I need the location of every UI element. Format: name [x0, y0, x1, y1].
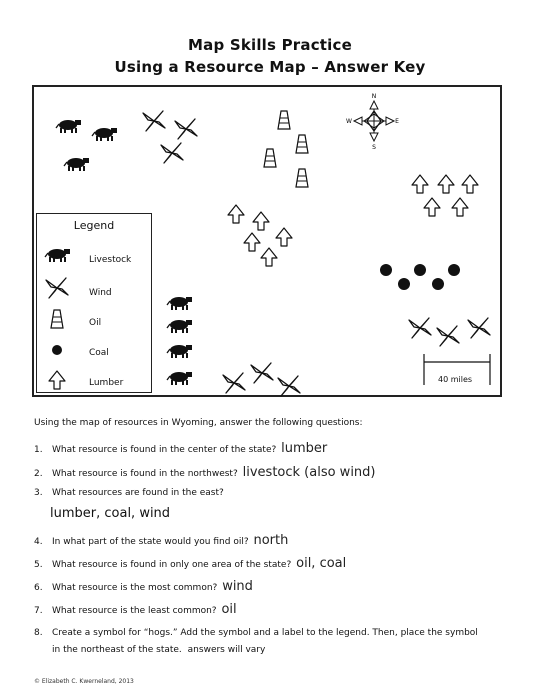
answer-6: wind: [222, 579, 253, 594]
answer-3: lumber, coal, wind: [50, 506, 171, 521]
windmill-icon: [46, 278, 68, 298]
cow-icon: [45, 249, 70, 262]
legend-label-oil: Oil: [89, 318, 102, 328]
copyright-footer: © Elizabeth C. Kwerneland, 2013: [34, 678, 134, 685]
tree-icon: [276, 228, 292, 246]
cow-icon: [167, 372, 192, 385]
oil-derrick-icon: [51, 310, 63, 328]
coal-dot-icon: [414, 264, 426, 276]
question-1: 1. What resource is found in the center of the state? lumber: [34, 441, 328, 456]
legend-label-livestock: Livestock: [89, 255, 132, 265]
worksheet-title: Map Skills Practice: [188, 36, 352, 54]
tree-icon: [228, 205, 244, 223]
question-2: 2. What resource is found in the northwest? livestock (also wind): [34, 465, 376, 480]
question-6: 6. What resource is the most common? wind: [34, 579, 253, 594]
answer-1: lumber: [281, 441, 328, 456]
tree-icon: [253, 212, 269, 230]
windmill-icon: [175, 119, 197, 139]
tree-icon: [261, 248, 277, 266]
compass-w: W: [346, 118, 352, 125]
windmill-icon: [251, 363, 273, 383]
question-4: 4. In what part of the state would you find oil? north: [34, 533, 289, 548]
cow-icon: [167, 320, 192, 333]
windmill-icon: [468, 318, 490, 338]
tree-icon: [438, 175, 454, 193]
oil-derrick-icon: [278, 111, 290, 129]
answer-4: north: [253, 533, 289, 548]
question-5: 5. What resource is found in only one area of the state? oil, coal: [34, 556, 347, 571]
oil-derrick-icon: [264, 149, 276, 167]
question-8-continued: in the northeast of the state. answers will vary: [52, 645, 266, 655]
windmill-icon: [278, 376, 300, 396]
coal-dot-icon: [432, 278, 444, 290]
windmill-icon: [223, 373, 245, 393]
legend-symbols: [37, 214, 153, 394]
tree-icon: [49, 371, 65, 389]
answer-7: oil: [221, 602, 237, 617]
cow-icon: [167, 345, 192, 358]
compass-s: S: [372, 144, 376, 151]
scale-label: 40 miles: [438, 375, 473, 384]
coal-dot-icon: [448, 264, 460, 276]
windmill-icon: [409, 318, 431, 338]
answer-2: livestock (also wind): [242, 465, 376, 480]
tree-icon: [412, 175, 428, 193]
resource-map: [32, 85, 502, 397]
legend-label-lumber: Lumber: [89, 378, 124, 388]
map-legend: [36, 213, 152, 393]
coal-dot-icon: [398, 278, 410, 290]
answer-8: answers will vary: [187, 645, 266, 655]
legend-title: Legend: [73, 219, 115, 232]
windmill-icon: [161, 143, 183, 163]
compass-n: N: [371, 93, 377, 100]
instructions: Using the map of resources in Wyoming, answer the following questions:: [34, 418, 363, 428]
compass-rose-icon: [346, 93, 399, 151]
tree-icon: [244, 233, 260, 251]
coal-dot-icon: [380, 264, 392, 276]
legend-label-wind: Wind: [89, 288, 112, 298]
tree-icon: [452, 198, 468, 216]
answer-5: oil, coal: [296, 556, 347, 571]
windmill-icon: [437, 326, 459, 346]
question-8: 8. Create a symbol for “hogs.” Add the symbol and a label to the legend. Then, place the symbol: [34, 628, 478, 638]
cow-icon: [64, 158, 89, 171]
tree-icon: [462, 175, 478, 193]
cow-icon: [92, 128, 117, 141]
question-3: 3. What resources are found in the east?: [34, 488, 224, 498]
oil-derrick-icon: [296, 169, 308, 187]
compass-e: E: [395, 118, 399, 125]
cow-icon: [56, 120, 81, 133]
question-7: 7. What resource is the least common? oil: [34, 602, 237, 617]
cow-icon: [167, 297, 192, 310]
legend-label-coal: Coal: [89, 348, 109, 358]
oil-derrick-icon: [296, 135, 308, 153]
worksheet-subtitle: Using a Resource Map – Answer Key: [114, 58, 426, 76]
windmill-icon: [143, 111, 165, 131]
tree-icon: [424, 198, 440, 216]
coal-dot-icon: [52, 345, 62, 355]
